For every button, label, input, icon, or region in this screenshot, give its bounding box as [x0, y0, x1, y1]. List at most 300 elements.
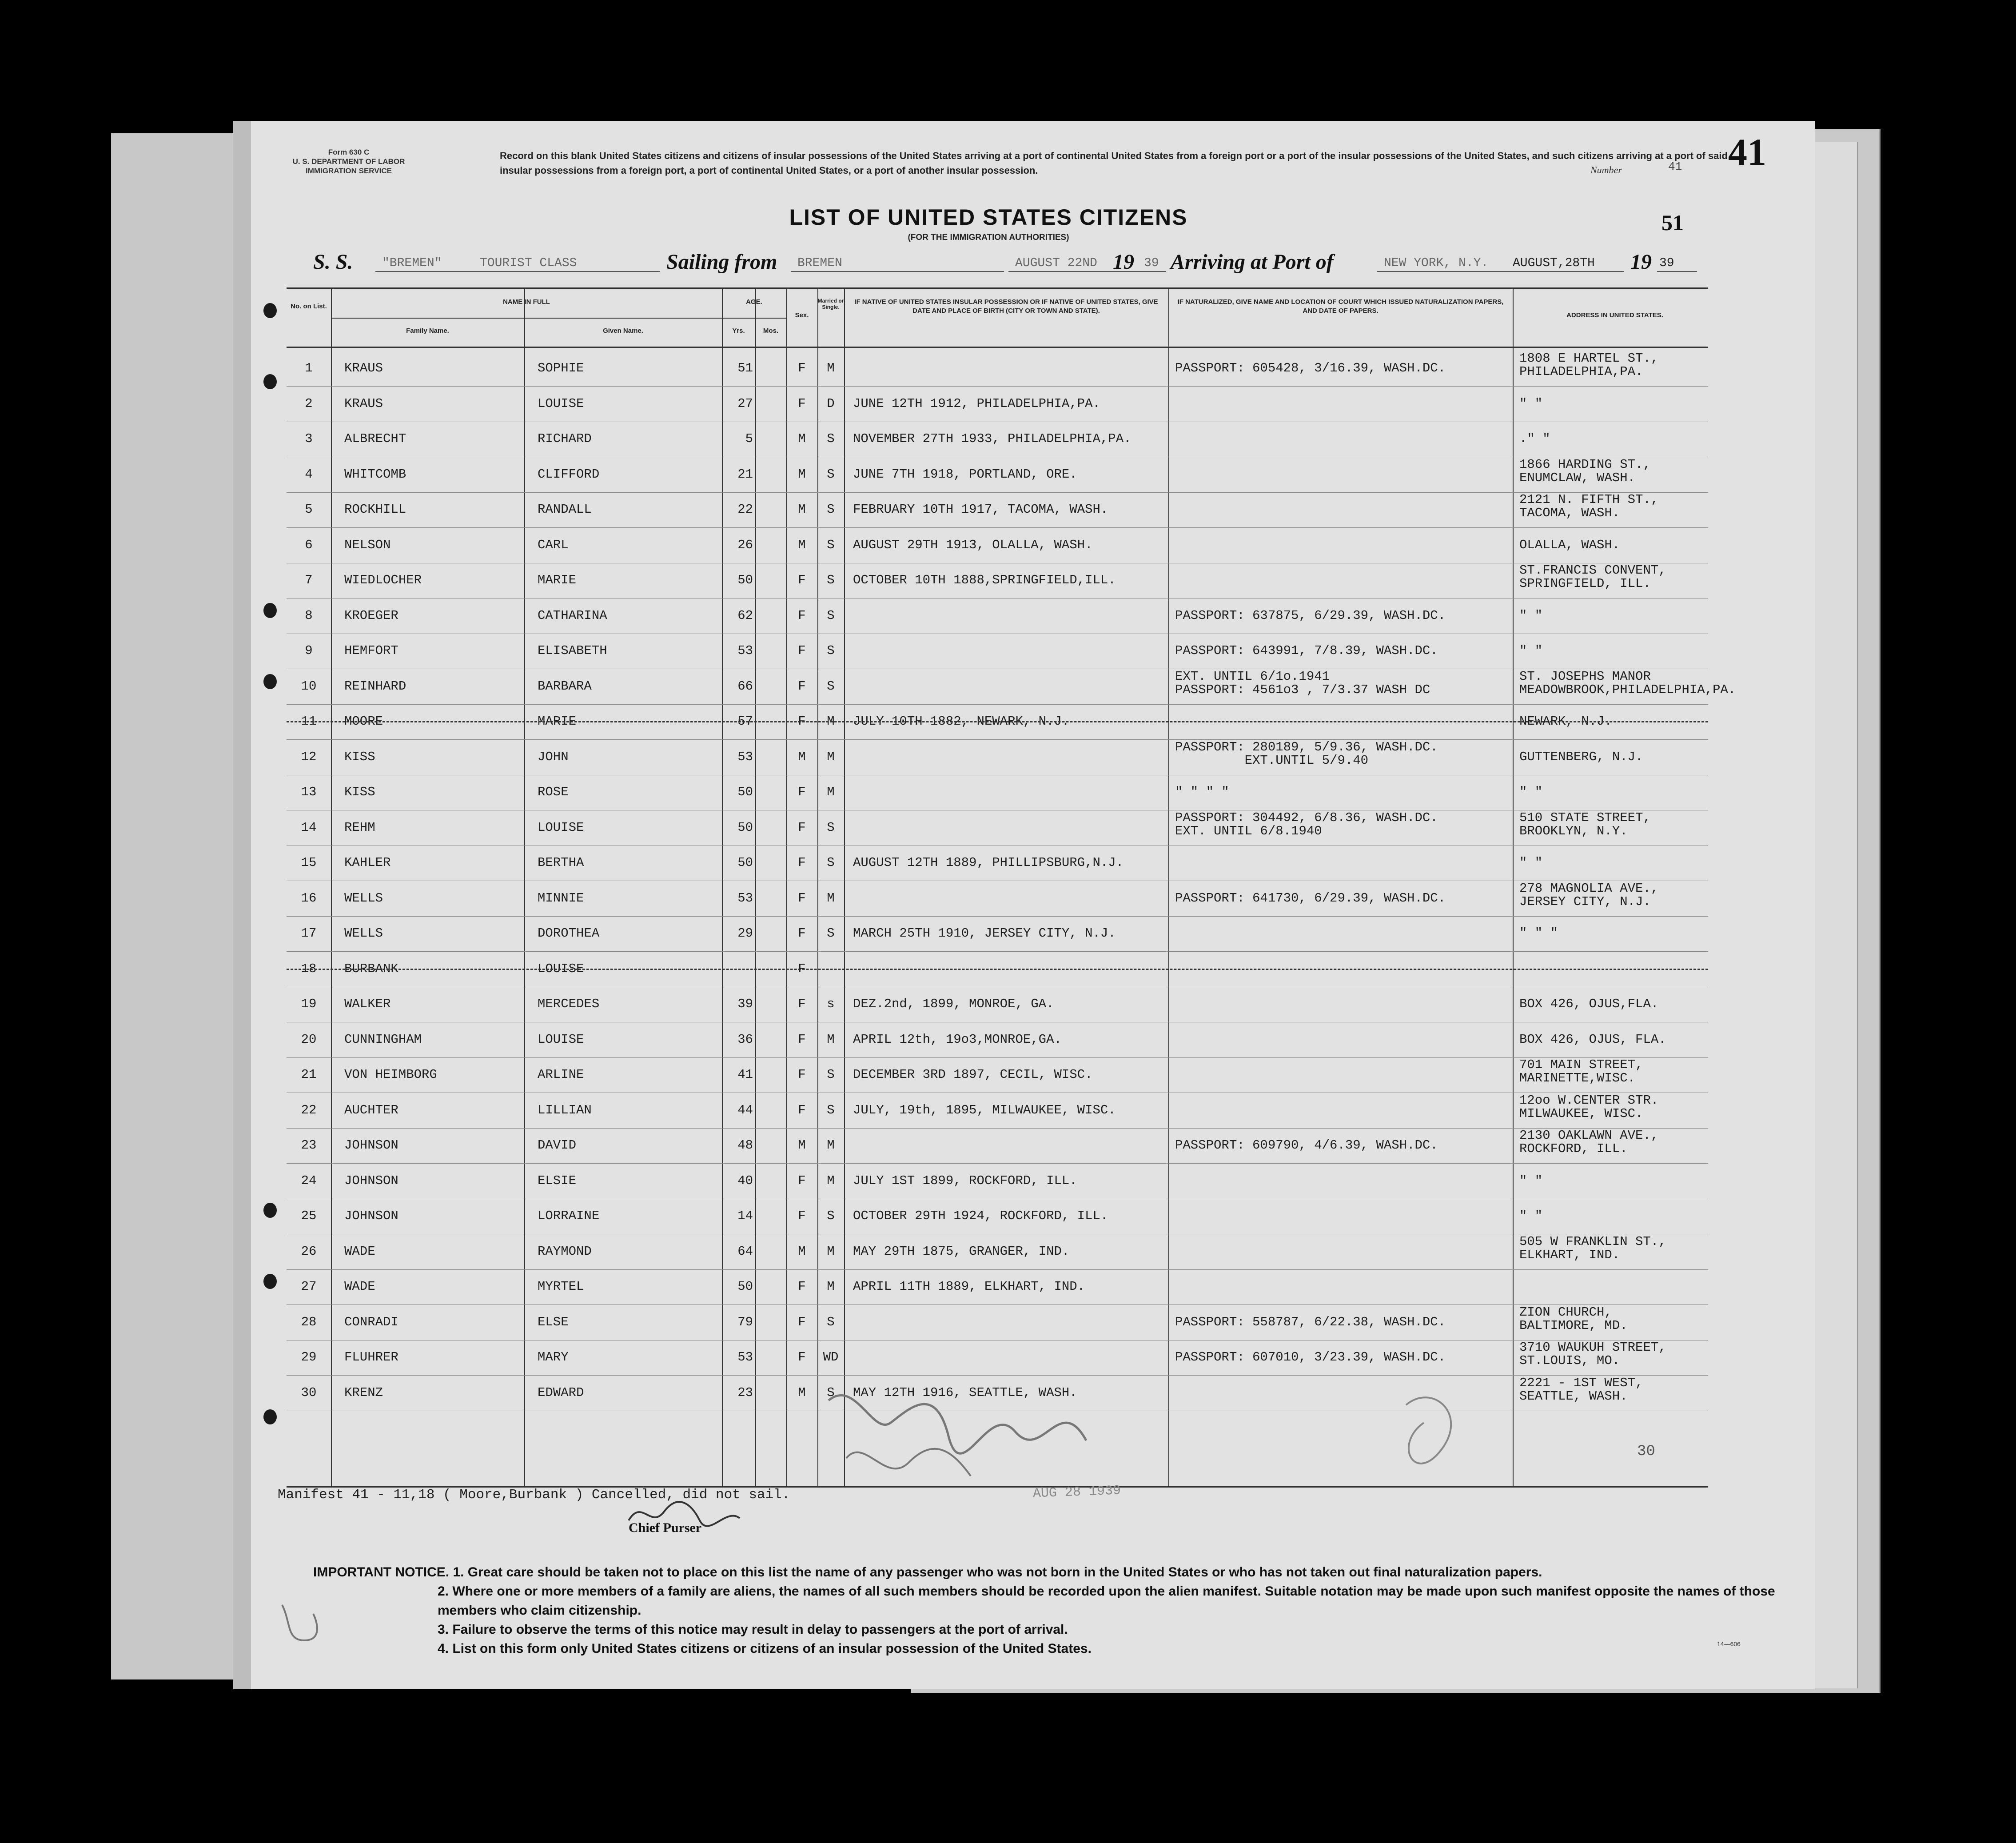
cell-birth: FEBRUARY 10TH 1917, TACOMA, WASH. [853, 502, 1108, 517]
cell-addr: 1808 E HARTEL ST., PHILADELPHIA,PA. [1519, 351, 1659, 379]
cell-age: 5 [745, 431, 753, 446]
passenger-table [287, 287, 1736, 1488]
header-divider [331, 318, 722, 319]
cell-addr: ST. JOSEPHS MANOR MEADOWBROOK,PHILADELPHIA,PA. [1519, 669, 1736, 697]
cell-no: 30 [301, 1385, 317, 1400]
cell-family: WELLS [344, 890, 383, 906]
cell-ms: S [827, 643, 835, 658]
cell-given: LOUISE [538, 961, 584, 976]
cell-family: KISS [344, 749, 375, 764]
cell-addr: " " [1519, 1173, 1543, 1188]
table-row [287, 1057, 1708, 1093]
header-sex: Sex. [795, 311, 809, 319]
header-divider [722, 318, 786, 319]
cell-sex: F [798, 573, 806, 587]
cell-sex: F [798, 678, 806, 694]
cell-nat: PASSPORT: 641730, 6/29.39, WASH.DC. [1175, 890, 1446, 906]
cell-family: KROEGER [344, 608, 398, 623]
ship-class: TOURIST CLASS [480, 256, 577, 270]
cell-sex: F [798, 1209, 806, 1223]
sailing-year: 39 [1144, 256, 1159, 270]
cell-age: 64 [737, 1244, 753, 1259]
cell-age: 57 [737, 714, 753, 729]
cell-age: 21 [737, 467, 753, 482]
cell-no: 19 [301, 997, 317, 1011]
cell-addr: 505 W FRANKLIN ST., ELKHART, IND. [1519, 1234, 1666, 1262]
cell-addr: 3710 WAUKUH STREET, ST.LOUIS, MO. [1519, 1340, 1666, 1368]
form-identifier: Form 630 C U. S. DEPARTMENT OF LABOR IMMIGRATION SERVICE [292, 148, 405, 175]
cell-given: RANDALL [538, 502, 592, 517]
cell-sex: F [798, 361, 806, 375]
cell-nat: PASSPORT: 605428, 3/16.39, WASH.DC. [1175, 361, 1446, 375]
cell-ms: S [827, 820, 835, 835]
header-no: No. on List. [291, 303, 327, 310]
cell-birth: DEZ.2nd, 1899, MONROE, GA. [853, 997, 1054, 1011]
cell-addr: 2221 - 1ST WEST, SEATTLE, WASH. [1519, 1375, 1643, 1404]
form-subtitle: (FOR THE IMMIGRATION AUTHORITIES) [908, 233, 1069, 242]
table-row [287, 422, 1708, 457]
cell-birth: JUNE 12TH 1912, PHILADELPHIA,PA. [853, 396, 1100, 411]
cell-addr: NEWARK, N.J. [1519, 714, 1612, 729]
cell-family: WELLS [344, 926, 383, 941]
cell-given: EDWARD [538, 1385, 584, 1400]
cell-given: BARBARA [538, 678, 592, 694]
cell-family: JOHNSON [344, 1209, 398, 1223]
form-instructions: Record on this blank United States citizens and citizens of insular possessions of the United States arriving at a port of continental United States from a foreign port or a port of the insular possessions of the United States, and such citizens arriving at a port of said insular possessions from a foreign port, a port of continental United States, or a port of another insular possession. [500, 150, 1728, 176]
cell-age: 50 [737, 1279, 753, 1294]
chief-purser-label: Chief Purser [629, 1520, 702, 1535]
cell-nat: PASSPORT: 280189, 5/9.36, WASH.DC. EXT.UNTIL 5/9.40 [1175, 739, 1438, 768]
cell-no: 2 [305, 396, 313, 411]
cell-nat: PASSPORT: 643991, 7/8.39, WASH.DC. [1175, 643, 1438, 658]
cell-addr: " " [1519, 1209, 1543, 1223]
cell-sex: M [798, 1385, 806, 1400]
cell-ms: M [827, 1032, 835, 1047]
table-row [287, 1128, 1708, 1164]
year-label: 19 [1113, 250, 1134, 274]
cell-birth: MAY 12TH 1916, SEATTLE, WASH. [853, 1385, 1077, 1400]
table-row [287, 775, 1708, 810]
cell-birth: OCTOBER 10TH 1888,SPRINGFIELD,ILL. [853, 573, 1116, 587]
header-name-in-full: NAME IN FULL [503, 298, 550, 306]
cell-addr: 701 MAIN STREET, MARINETTE,WISC. [1519, 1057, 1643, 1085]
cell-ms: s [827, 997, 835, 1011]
cell-no: 28 [301, 1314, 317, 1329]
cell-addr: 1866 HARDING ST., ENUMCLAW, WASH. [1519, 457, 1651, 485]
cell-family: CUNNINGHAM [344, 1032, 422, 1047]
cell-age: 26 [737, 537, 753, 552]
ss-label: S. S. [313, 250, 353, 274]
cell-given: MARIE [538, 573, 577, 587]
cell-no: 20 [301, 1032, 317, 1047]
sailing-port: BREMEN [797, 256, 842, 270]
cell-ms: S [827, 1209, 835, 1223]
cell-no: 25 [301, 1209, 317, 1223]
cell-given: MERCEDES [538, 997, 600, 1011]
cell-given: MINNIE [538, 890, 584, 906]
cell-age: 39 [737, 997, 753, 1011]
table-row [287, 1199, 1708, 1234]
number-value: 41 [1668, 160, 1682, 173]
cell-ms: S [827, 1385, 835, 1400]
cell-sex: F [798, 714, 806, 729]
cell-age: 62 [737, 608, 753, 623]
cell-birth: DECEMBER 3RD 1897, CECIL, WISC. [853, 1067, 1093, 1082]
table-row [287, 1022, 1708, 1058]
header-age: AGE. [746, 298, 762, 306]
arrival-underline [1377, 271, 1624, 272]
cell-age: 36 [737, 1032, 753, 1047]
notice-item: 3. Failure to observe the terms of this notice may result in delay to passengers at the port of arrival. [438, 1622, 1068, 1637]
cell-ms: M [827, 714, 835, 729]
header-given-name: Given Name. [603, 327, 643, 335]
cell-sex: M [798, 1244, 806, 1259]
cell-family: CONRADI [344, 1314, 398, 1329]
header-married: Married or Single. [817, 298, 844, 310]
ship-underline [375, 271, 660, 272]
cell-nat: PASSPORT: 609790, 4/6.39, WASH.DC. [1175, 1138, 1438, 1153]
cell-no: 17 [301, 926, 317, 941]
cell-ms: M [827, 1279, 835, 1294]
cell-no: 21 [301, 1067, 317, 1082]
cell-sex: F [798, 855, 806, 870]
cell-no: 11 [301, 714, 317, 729]
cell-given: LORRAINE [538, 1209, 600, 1223]
cell-nat: PASSPORT: 304492, 6/8.36, WASH.DC. EXT. UNTIL 6/8.1940 [1175, 810, 1438, 838]
cell-birth: MARCH 25TH 1910, JERSEY CITY, N.J. [853, 926, 1116, 941]
header-address: ADDRESS IN UNITED STATES. [1566, 311, 1663, 319]
cell-family: WALKER [344, 997, 391, 1011]
cell-addr: ST.FRANCIS CONVENT, SPRINGFIELD, ILL. [1519, 563, 1666, 591]
arrival-year-underline [1657, 271, 1697, 272]
cell-given: LOUISE [538, 396, 584, 411]
cell-ms: S [827, 467, 835, 482]
table-row [287, 492, 1708, 528]
notice-item: 1. Great care should be taken not to place on this list the name of any passenger who was not born in the United States or who has not taken out final naturalization papers. [453, 1565, 1542, 1580]
cell-sex: M [798, 467, 806, 482]
cell-age: 29 [737, 926, 753, 941]
table-row [287, 916, 1708, 952]
cell-no: 6 [305, 537, 313, 552]
binder-hole [263, 374, 277, 389]
manifest-page [233, 121, 1815, 1689]
cell-given: RAYMOND [538, 1244, 592, 1259]
cell-nat: PASSPORT: 607010, 3/23.39, WASH.DC. [1175, 1350, 1446, 1364]
cell-no: 15 [301, 855, 317, 870]
binder-hole [263, 674, 277, 689]
page-edge [233, 121, 251, 1689]
cell-family: VON HEIMBORG [344, 1067, 437, 1082]
cell-sex: F [798, 1032, 806, 1047]
page-number: 51 [1661, 210, 1684, 235]
binder-hole [263, 303, 277, 318]
cell-sex: F [798, 785, 806, 799]
cell-ms: M [827, 749, 835, 764]
table-row [287, 1234, 1708, 1270]
cell-addr: 12oo W.CENTER STR. MILWAUKEE, WISC. [1519, 1093, 1659, 1121]
binder-hole [263, 1274, 277, 1289]
cell-no: 16 [301, 890, 317, 906]
cell-ms: S [827, 1067, 835, 1082]
cell-age: 53 [737, 749, 753, 764]
cell-given: ELISABETH [538, 643, 607, 658]
cell-ms: S [827, 537, 835, 552]
cell-addr: " " [1519, 855, 1543, 870]
cell-age: 53 [737, 1350, 753, 1364]
cell-birth: APRIL 12th, 19o3,MONROE,GA. [853, 1032, 1062, 1047]
table-row [287, 987, 1708, 1022]
cell-sex: F [798, 643, 806, 658]
cell-no: 3 [305, 431, 313, 446]
cell-family: BURBANK [344, 961, 398, 976]
cell-age: 50 [737, 785, 753, 799]
binder-hole [263, 1203, 277, 1218]
cell-birth: AUGUST 12TH 1889, PHILLIPSBURG,N.J. [853, 855, 1124, 870]
notice-item: 4. List on this form only United States citizens or citizens of an insular possession of the United States. [438, 1641, 1092, 1656]
important-notice [313, 1563, 1779, 1658]
cell-sex: F [798, 961, 806, 976]
cell-ms: S [827, 678, 835, 694]
cell-no: 29 [301, 1350, 317, 1364]
cell-family: FLUHRER [344, 1350, 398, 1364]
cell-family: WHITCOMB [344, 467, 406, 482]
table-row [287, 634, 1708, 669]
cell-sex: F [798, 1102, 806, 1117]
cell-given: DOROTHEA [538, 926, 600, 941]
cell-no: 18 [301, 961, 317, 976]
cell-addr: " " [1519, 396, 1543, 411]
table-row [287, 1340, 1708, 1376]
cell-birth: JULY, 19th, 1895, MILWAUKEE, WISC. [853, 1102, 1116, 1117]
cell-no: 13 [301, 785, 317, 799]
cell-ms: S [827, 1314, 835, 1329]
cell-age: 27 [737, 396, 753, 411]
table-row [287, 563, 1708, 598]
stamped-number: 41 [1728, 131, 1766, 173]
cell-birth: NOVEMBER 27TH 1933, PHILADELPHIA,PA. [853, 431, 1132, 446]
cell-no: 7 [305, 573, 313, 587]
form-code: 14—606 [1717, 1640, 1741, 1648]
cell-ms: D [827, 396, 835, 411]
cell-ms: M [827, 890, 835, 906]
cell-family: WADE [344, 1244, 375, 1259]
header-bottom-rule [287, 347, 1708, 348]
cell-nat: " " " " [1175, 785, 1229, 799]
cell-birth: OCTOBER 29TH 1924, ROCKFORD, ILL. [853, 1209, 1108, 1223]
cell-addr: 2121 N. FIFTH ST., TACOMA, WASH. [1519, 492, 1659, 520]
cell-given: MYRTEL [538, 1279, 584, 1294]
cell-sex: F [798, 1067, 806, 1082]
cell-age: 79 [737, 1314, 753, 1329]
cell-age: 22 [737, 502, 753, 517]
cell-no: 14 [301, 820, 317, 835]
cell-family: WADE [344, 1279, 375, 1294]
cell-birth: MAY 29TH 1875, GRANGER, IND. [853, 1244, 1070, 1259]
sailing-date: AUGUST 22ND [1015, 256, 1097, 270]
cell-given: CATHARINA [538, 608, 607, 623]
sailing-label: Sailing from [666, 250, 777, 274]
cell-no: 27 [301, 1279, 317, 1294]
cell-ms: S [827, 855, 835, 870]
table-row [287, 704, 1708, 740]
cell-family: KRAUS [344, 396, 383, 411]
cell-given: BERTHA [538, 855, 584, 870]
cell-age: 50 [737, 820, 753, 835]
cell-age: 14 [737, 1209, 753, 1223]
cell-sex: F [798, 608, 806, 623]
cell-family: JOHNSON [344, 1138, 398, 1153]
arrival-year-label: 19 [1630, 250, 1652, 274]
cell-nat: EXT. UNTIL 6/1o.1941 PASSPORT: 4561o3 , 7/3.37 WASH DC [1175, 669, 1430, 697]
cell-addr: BOX 426, OJUS,FLA. [1519, 997, 1659, 1011]
cell-family: MOORE [344, 714, 383, 729]
cell-ms: S [827, 573, 835, 587]
header-family-name: Family Name. [406, 327, 449, 335]
cell-no: 9 [305, 643, 313, 658]
cell-addr: BOX 426, OJUS, FLA. [1519, 1032, 1666, 1047]
cell-sex: M [798, 749, 806, 764]
cell-family: ROCKHILL [344, 502, 406, 517]
cell-age: 40 [737, 1173, 753, 1188]
cell-age: 50 [737, 855, 753, 870]
cell-age: 53 [737, 890, 753, 906]
cell-no: 4 [305, 467, 313, 482]
cell-sex: F [798, 1279, 806, 1294]
cell-sex: F [798, 890, 806, 906]
cell-nat: PASSPORT: 637875, 6/29.39, WASH.DC. [1175, 608, 1446, 623]
manifest-note: Manifest 41 - 11,18 ( Moore,Burbank ) Cancelled, did not sail. [278, 1487, 790, 1503]
cell-given: MARY [538, 1350, 569, 1364]
cell-birth: AUGUST 29TH 1913, OLALLA, WASH. [853, 537, 1093, 552]
table-row [287, 598, 1708, 634]
cell-no: 8 [305, 608, 313, 623]
cell-given: JOHN [538, 749, 569, 764]
arriving-label: Arriving at Port of [1171, 250, 1334, 274]
table-row [287, 669, 1736, 705]
cell-ms: WD [823, 1350, 839, 1364]
cell-given: SOPHIE [538, 361, 584, 375]
table-row [287, 1269, 1708, 1305]
cell-family: KRENZ [344, 1385, 383, 1400]
arrival-stamp: AUG 28 1939 [1032, 1483, 1121, 1502]
cell-nat: PASSPORT: 558787, 6/22.38, WASH.DC. [1175, 1314, 1446, 1329]
cell-given: MARIE [538, 714, 577, 729]
cell-no: 1 [305, 361, 313, 375]
cell-age: 41 [737, 1067, 753, 1082]
sailing-underline [791, 271, 1004, 272]
table-row [287, 1164, 1708, 1199]
header-mos: Mos. [763, 327, 779, 335]
cell-addr: GUTTENBERG, N.J. [1519, 749, 1643, 764]
cell-sex: F [798, 997, 806, 1011]
cell-age: 44 [737, 1102, 753, 1117]
table-row [287, 1093, 1708, 1129]
table-row [287, 810, 1708, 846]
binder-hole [263, 1409, 277, 1424]
cell-no: 12 [301, 749, 317, 764]
cell-ms: S [827, 431, 835, 446]
cell-ms: S [827, 1102, 835, 1117]
cell-sex: M [798, 537, 806, 552]
header-naturalized: IF NATURALIZED, GIVE NAME AND LOCATION OF COURT WHICH ISSUED NATURALIZATION PAPERS, AND DATE OF PAPERS. [1177, 298, 1504, 315]
cell-addr: " " " [1519, 926, 1558, 941]
cell-given: CARL [538, 537, 569, 552]
cell-addr: 278 MAGNOLIA AVE., JERSEY CITY, N.J. [1519, 881, 1659, 909]
cell-given: ROSE [538, 785, 569, 799]
ship-name: "BREMEN" [382, 256, 442, 270]
cell-sex: M [798, 1138, 806, 1153]
cell-family: AUCHTER [344, 1102, 398, 1117]
cell-given: CLIFFORD [538, 467, 600, 482]
cell-family: REINHARD [344, 678, 406, 694]
cell-no: 23 [301, 1138, 317, 1153]
cell-birth: JULY 1ST 1899, ROCKFORD, ILL. [853, 1173, 1077, 1188]
notice-item: 2. Where one or more members of a family are aliens, the names of all such members should be recorded upon the alien manifest. Suitable notation may be made upon such manifest opposite the names of those members who claim citizenship. [438, 1584, 1775, 1618]
number-label: Number [1590, 164, 1622, 176]
cell-family: WIEDLOCHER [344, 573, 422, 587]
cell-family: HEMFORT [344, 643, 398, 658]
cell-sex: F [798, 396, 806, 411]
header-yrs: Yrs. [732, 327, 745, 335]
cell-family: NELSON [344, 537, 391, 552]
cell-sex: M [798, 502, 806, 517]
cell-given: ARLINE [538, 1067, 584, 1082]
cell-ms: M [827, 1173, 835, 1188]
cell-sex: F [798, 1314, 806, 1329]
cell-ms: S [827, 608, 835, 623]
cell-ms: M [827, 1244, 835, 1259]
cell-family: ALBRECHT [344, 431, 406, 446]
table-row [287, 1305, 1708, 1340]
table-row [287, 351, 1708, 387]
strikethrough-line [287, 721, 1708, 722]
cell-sex: F [798, 926, 806, 941]
table-row [287, 881, 1708, 917]
signature-scrawl [802, 1374, 1522, 1534]
cell-birth: JUNE 7TH 1918, PORTLAND, ORE. [853, 467, 1077, 482]
cell-ms: M [827, 361, 835, 375]
cell-given: LILLIAN [538, 1102, 592, 1117]
cell-addr: " " [1519, 608, 1543, 623]
cell-no: 26 [301, 1244, 317, 1259]
cell-given: ELSIE [538, 1173, 577, 1188]
cell-family: KRAUS [344, 361, 383, 375]
cell-ms: M [827, 785, 835, 799]
cell-age: 50 [737, 573, 753, 587]
cell-given: DAVID [538, 1138, 577, 1153]
cell-birth: JULY 10TH 1882, NEWARK, N.J. [853, 714, 1070, 729]
cell-ms: S [827, 502, 835, 517]
binder-strip [111, 133, 240, 1679]
table-row [287, 387, 1708, 422]
date-underline [1008, 271, 1166, 272]
strikethrough-line [287, 969, 1708, 970]
cell-sex: F [798, 1173, 806, 1188]
cell-no: 24 [301, 1173, 317, 1188]
cell-given: LOUISE [538, 1032, 584, 1047]
cell-addr: " " [1519, 643, 1543, 658]
table-row [287, 528, 1708, 563]
cell-sex: F [798, 1350, 806, 1364]
binder-hole [263, 603, 277, 618]
cell-ms: S [827, 926, 835, 941]
cell-sex: M [798, 431, 806, 446]
header-birth: IF NATIVE OF UNITED STATES INSULAR POSSESSION OR IF NATIVE OF UNITED STATES, GIVE DATE AND PLACE OF BIRTH (CITY OR TOWN AND STATE). [854, 298, 1158, 315]
arrival-port: NEW YORK, N.Y. [1384, 256, 1489, 270]
cell-addr: 510 STATE STREET, BROOKLYN, N.Y. [1519, 810, 1651, 838]
cell-addr: OLALLA, WASH. [1519, 537, 1620, 552]
cell-addr: ZION CHURCH, BALTIMORE, MD. [1519, 1304, 1628, 1333]
